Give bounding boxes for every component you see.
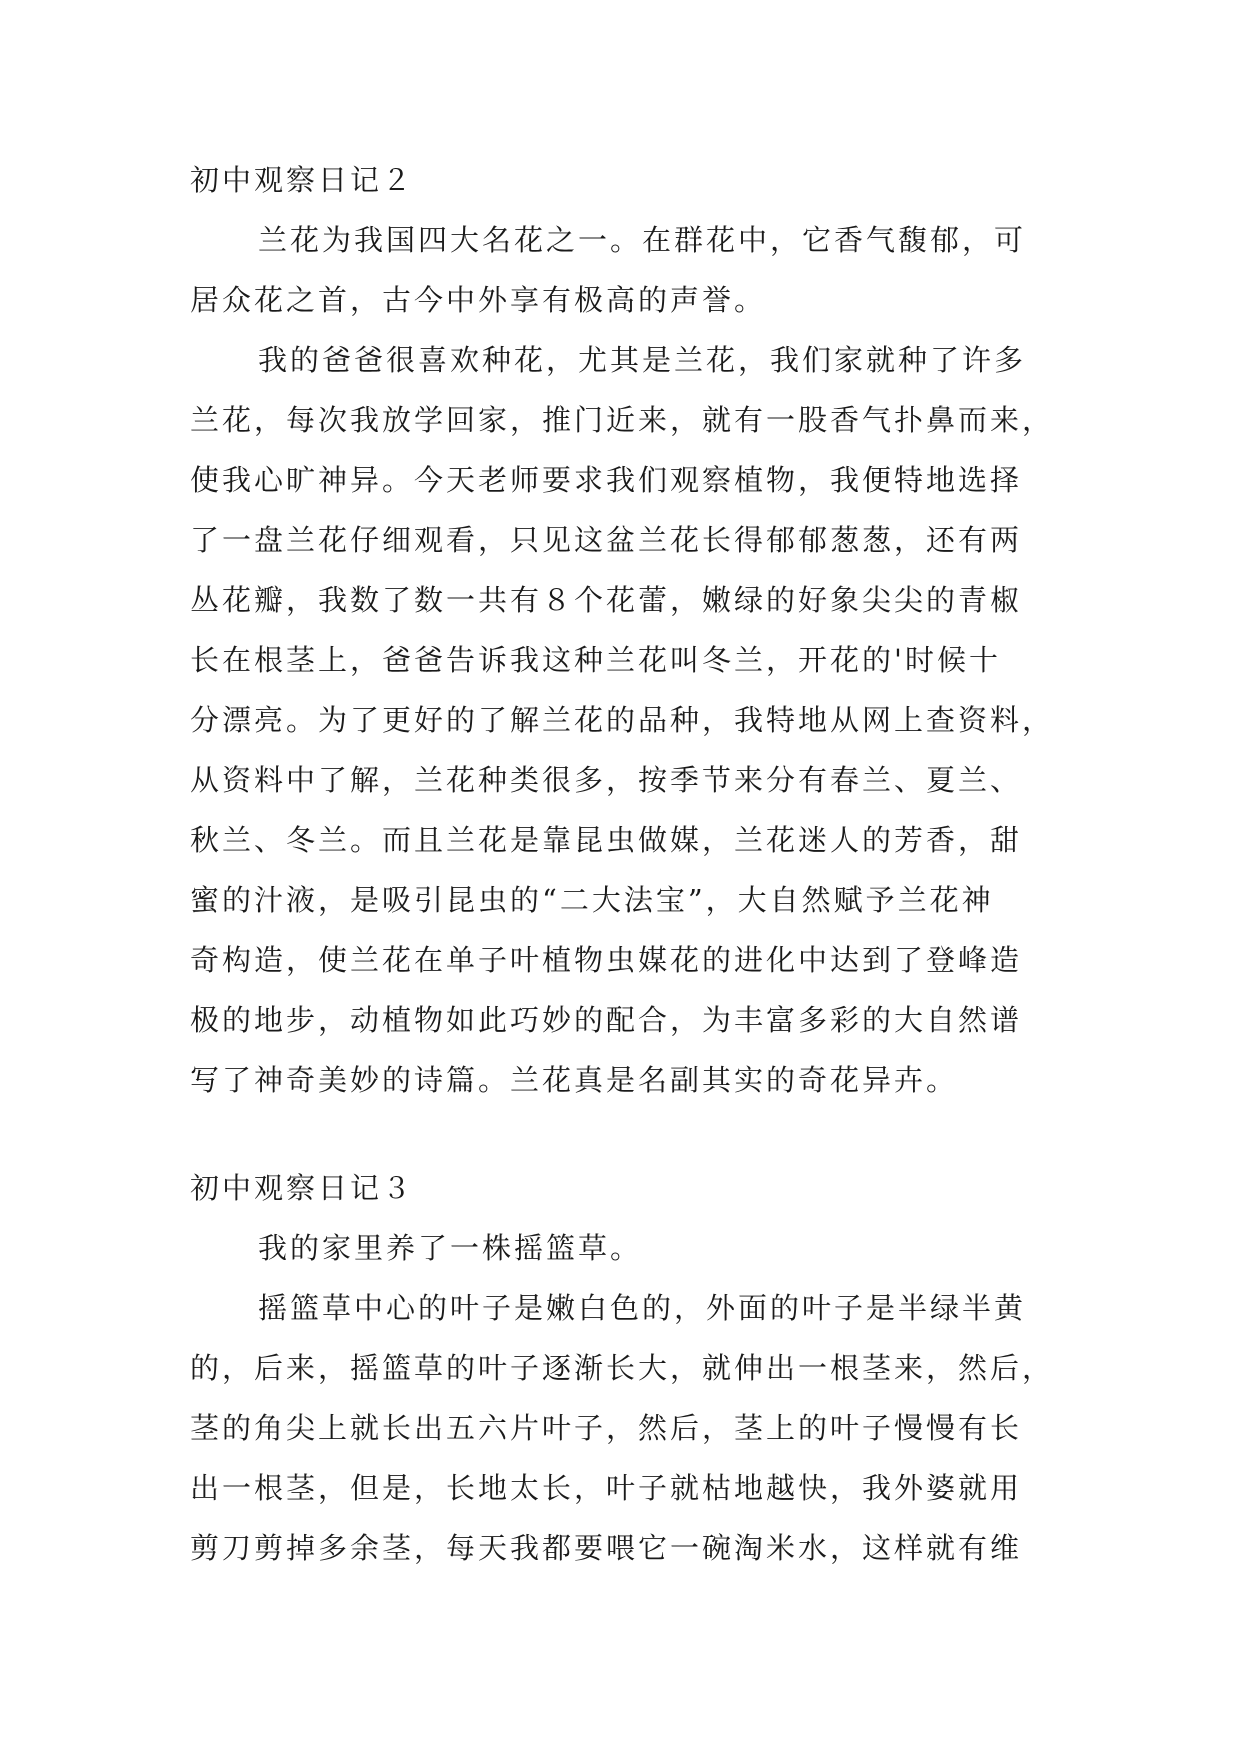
paragraph-line: 奇构造，使兰花在单子叶植物虫媒花的进化中达到了登峰造	[190, 943, 1023, 977]
paragraph-line: 秋兰、冬兰。而且兰花是靠昆虫做媒，兰花迷人的芳香，甜	[190, 823, 1023, 857]
paragraph-line: 从资料中了解，兰花种类很多，按季节来分有春兰、夏兰、	[190, 763, 1023, 797]
paragraph-line: 出一根茎，但是，长地太长，叶子就枯地越快，我外婆就用	[190, 1471, 1023, 1505]
paragraph-line: 写了神奇美妙的诗篇。兰花真是名副其实的奇花异卉。	[190, 1063, 959, 1097]
paragraph-line: 使我心旷神异。今天老师要求我们观察植物，我便特地选择	[190, 463, 1023, 497]
paragraph-line: 长在根茎上，爸爸告诉我这种兰花叫冬兰，开花的'时候十	[190, 643, 1001, 677]
section-title: 初中观察日记３	[190, 1171, 415, 1205]
paragraph-line: 分漂亮。为了更好的了解兰花的品种，我特地从网上查资料，	[190, 703, 1055, 737]
paragraph-line: 摇篮草中心的叶子是嫩白色的，外面的叶子是半绿半黄	[258, 1291, 1027, 1325]
paragraph-line: 的，后来，摇篮草的叶子逐渐长大，就伸出一根茎来，然后，	[190, 1351, 1055, 1385]
section-title: 初中观察日记２	[190, 163, 415, 197]
paragraph-line: 蜜的汁液，是吸引昆虫的“二大法宝”，大自然赋予兰花神	[190, 883, 994, 917]
paragraph-line: 居众花之首，古今中外享有极高的声誉。	[190, 283, 767, 317]
paragraph-line: 极的地步，动植物如此巧妙的配合，为丰富多彩的大自然谱	[190, 1003, 1023, 1037]
paragraph-line: 兰花，每次我放学回家，推门近来，就有一股香气扑鼻而来，	[190, 403, 1055, 437]
paragraph-line: 茎的角尖上就长出五六片叶子，然后，茎上的叶子慢慢有长	[190, 1411, 1023, 1445]
paragraph-line: 我的家里养了一株摇篮草。	[258, 1231, 643, 1265]
paragraph-line: 剪刀剪掉多余茎，每天我都要喂它一碗淘米水，这样就有维	[190, 1531, 1023, 1565]
paragraph-line: 兰花为我国四大名花之一。在群花中，它香气馥郁，可	[258, 223, 1027, 257]
paragraph-line: 丛花瓣，我数了数一共有８个花蕾，嫩绿的好象尖尖的青椒	[190, 583, 1023, 617]
paragraph-line: 了一盘兰花仔细观看，只见这盆兰花长得郁郁葱葱，还有两	[190, 523, 1023, 557]
paragraph-line: 我的爸爸很喜欢种花，尤其是兰花，我们家就种了许多	[258, 343, 1027, 377]
